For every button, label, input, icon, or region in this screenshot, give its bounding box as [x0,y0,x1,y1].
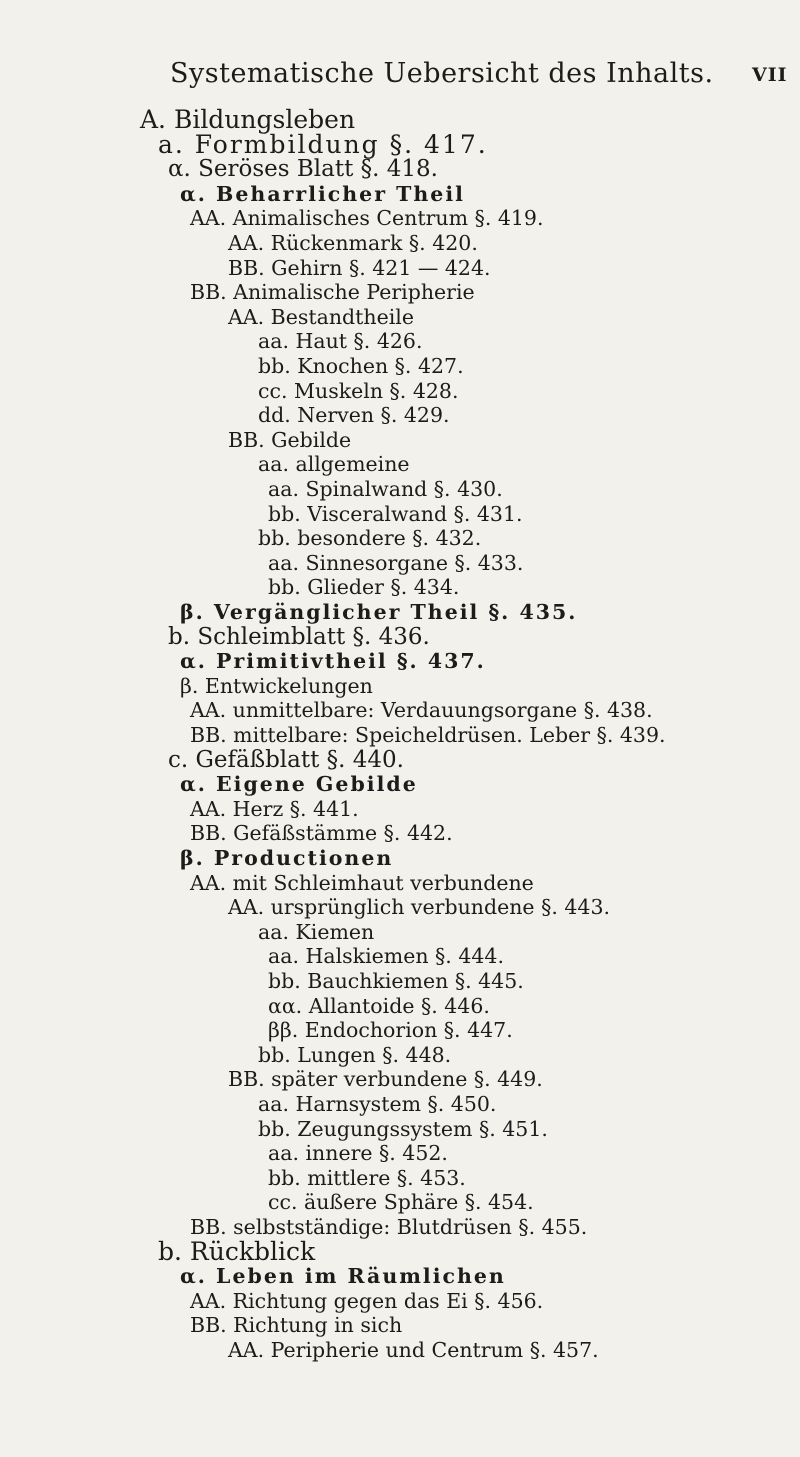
toc-entry: AA. Richtung gegen das Ei §. 456. [190,1288,544,1313]
toc-entry: BB. Gebilde [228,427,352,452]
toc-entry: c. Gefäßblatt §. 440. [168,746,404,773]
toc-entry: dd. Nerven §. 429. [258,403,450,428]
toc-entry: β. Productionen [180,846,394,870]
toc-entry: aa. Haut §. 426. [258,329,423,354]
toc-entry: AA. Herz §. 441. [190,796,359,821]
toc-entry: b. Schleimblatt §. 436. [168,623,430,650]
toc-entry: aa. Harnsystem §. 450. [258,1092,497,1116]
toc-entry: BB. Gefäßstämme §. 442. [190,821,453,846]
running-head: Systematische Uebersicht des Inhalts. [170,58,714,89]
toc-entry: aa. Spinalwand §. 430. [268,477,503,501]
toc-entry: BB. später verbundene §. 449. [228,1067,543,1092]
toc-entry: AA. Rückenmark §. 420. [228,231,478,255]
toc-entry: AA. Bestandtheile [228,304,414,329]
toc-entry: BB. mittelbare: Speicheldrüsen. Leber §. 439. [190,723,666,747]
toc-entry: αα. Allantoide §. 446. [268,993,490,1018]
toc-entry: α. Leben im Räumlichen [180,1264,506,1289]
toc-entry: bb. Knochen §. 427. [258,354,464,378]
page-header [0,58,800,98]
toc-entry: ββ. Endochorion §. 447. [268,1018,513,1043]
toc-entry: bb. Bauchkiemen §. 445. [268,969,524,993]
toc-entry: cc. Muskeln §. 428. [258,378,459,403]
toc-entry: bb. besondere §. 432. [258,526,482,551]
toc-entry: AA. unmittelbare: Verdauungsorgane §. 438. [190,698,653,723]
toc-entry: aa. Halskiemen §. 444. [268,944,504,969]
toc-entry: α. Eigene Gebilde [180,772,418,797]
toc-entry: BB. Animalische Peripherie [190,280,475,305]
toc-entry: A. Bildungsleben [140,105,356,134]
toc-entry: AA. Peripherie und Centrum §. 457. [228,1338,599,1362]
toc-entry: bb. Glieder §. 434. [268,575,460,600]
toc-entry: β. Vergänglicher Theil §. 435. [180,600,578,624]
toc-entry: BB. Gehirn §. 421 — 424. [228,255,491,280]
toc-entry: AA. ursprünglich verbundene §. 443. [228,895,611,920]
toc-entry: α. Beharrlicher Theil [180,181,465,206]
toc-entry: a. Formbildung §. 417. [158,129,488,159]
toc-entry: α. Seröses Blatt §. 418. [168,156,438,183]
toc-entry: aa. Sinnesorgane §. 433. [268,550,524,575]
toc-entry: aa. allgemeine [258,452,410,477]
toc-entry: BB. selbstständige: Blutdrüsen §. 455. [190,1215,588,1239]
toc-entry: bb. mittlere §. 453. [268,1165,466,1190]
page-number: VII [752,64,788,86]
toc-entry: BB. Richtung in sich [190,1313,403,1338]
toc-entry: aa. innere §. 452. [268,1141,448,1166]
toc-entry: AA. mit Schleimhaut verbundene [190,870,534,895]
toc-entry: bb. Lungen §. 448. [258,1042,452,1067]
toc-entry: bb. Zeugungssystem §. 451. [258,1116,548,1141]
toc-entry: b. Rückblick [158,1236,316,1266]
toc-entry: α. Primitivtheil §. 437. [180,649,486,674]
toc-entry: AA. Animalisches Centrum §. 419. [190,206,544,231]
toc-entry: β. Entwickelungen [180,673,373,698]
toc-entry: aa. Kiemen [258,919,375,944]
toc-entry: bb. Visceralwand §. 431. [268,501,523,526]
toc-entry: cc. äußere Sphäre §. 454. [268,1190,534,1215]
